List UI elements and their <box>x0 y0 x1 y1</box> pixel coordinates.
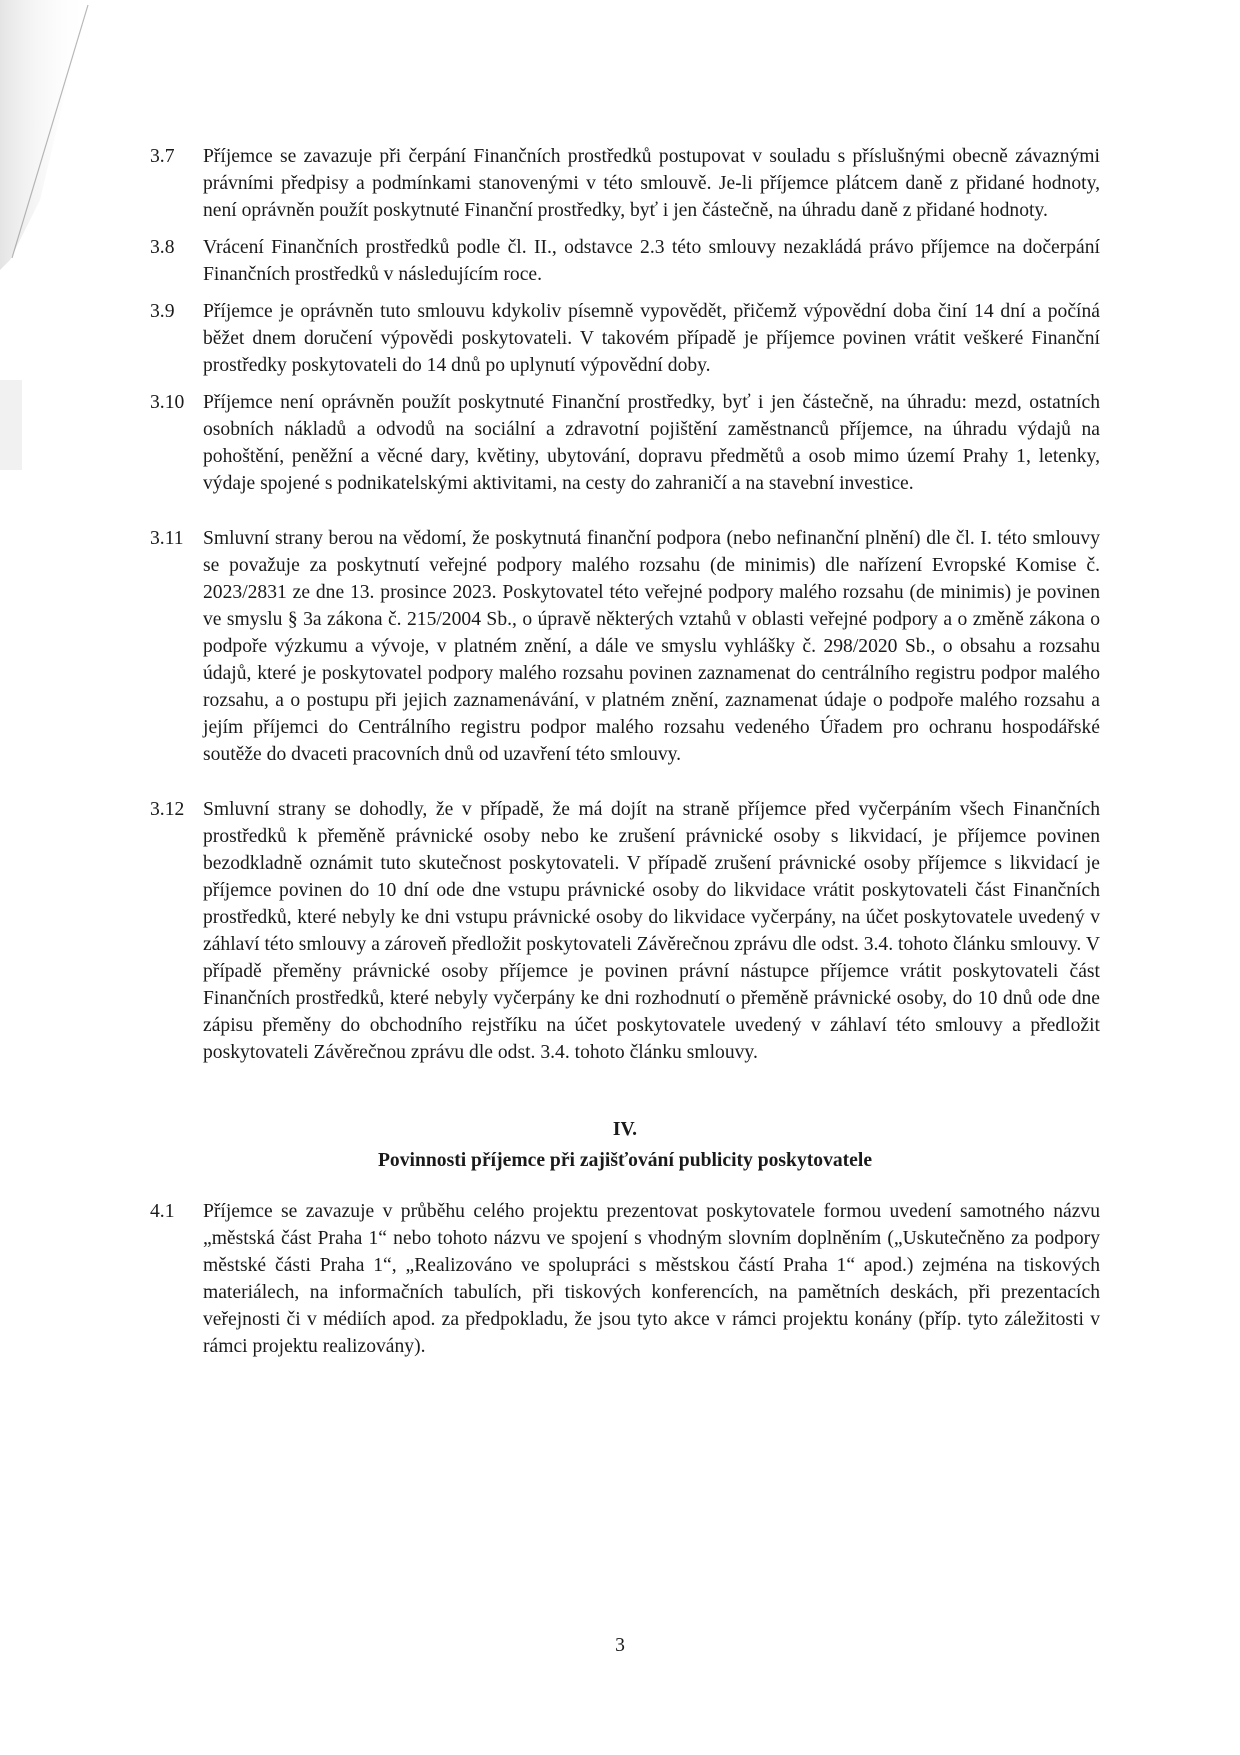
paragraph-number: 3.11 <box>150 528 184 549</box>
paragraph-number: 3.7 <box>150 146 175 167</box>
paragraph-text: Příjemce se zavazuje v průběhu celého projektu prezentovat poskytovatele formou uvedení samotného názvu „městská část Praha 1“ nebo tohoto názvu ve spojení s vhodným slovním doplněním („Uskutečněno za podpory městské části Praha 1“, „Realizováno ve spolupráci s městskou částí Praha 1“ apod.) zejména na tiskových materiálech, na informačních tabulích, při tiskových konferencích, na pamětních deskách, při prezentacích veřejnosti či v médiích apod. za předpokladu, že jsou tyto akce v rámci projektu konány (příp. tyto záležitosti v rámci projektu realizovány). <box>203 1201 1100 1357</box>
section-heading <box>150 1116 1100 1174</box>
paragraph-3-9 <box>150 298 1100 379</box>
paragraph-text: Příjemce je oprávněn tuto smlouvu kdykoliv písemně vypovědět, přičemž výpovědní doba činí 14 dní a počíná běžet dnem doručení výpovědi poskytovateli. V takovém případě je příjemce povinen vrátit veškeré Finanční prostředky poskytovateli do 14 dnů po uplynutí výpovědní doby. <box>203 301 1100 376</box>
page-number: 3 <box>615 1635 625 1656</box>
paragraph-text: Vrácení Finančních prostředků podle čl. II., odstavce 2.3 této smlouvy nezakládá právo příjemce na dočerpání Finančních prostředků v následujícím roce. <box>203 237 1100 285</box>
paragraph-3-8 <box>150 234 1100 288</box>
section-number: IV. <box>612 1119 638 1140</box>
paragraph-3-7 <box>150 143 1100 224</box>
paragraph-3-11 <box>150 525 1100 768</box>
paragraph-3-10 <box>150 389 1100 497</box>
paragraph-4-1 <box>150 1198 1100 1360</box>
paragraph-number: 3.10 <box>150 392 185 413</box>
paragraph-number: 3.12 <box>150 799 185 820</box>
scan-edge-shadow <box>0 0 120 1755</box>
document-body <box>150 143 1100 1370</box>
section-title: Povinnosti příjemce při zajišťování publicity poskytovatele <box>377 1150 873 1171</box>
paragraph-3-12 <box>150 796 1100 1066</box>
paragraph-text: Smluvní strany se dohodly, že v případě, že má dojít na straně příjemce před vyčerpáním všech Finančních prostředků k přeměně právnické osoby nebo ke zrušení právnické osoby s likvidací, je příjemce povinen bezodkladně oznámit tuto skutečnost poskytovateli. V případě zrušení právnické osoby příjemce s likvidací je příjemce povinen do 10 dní ode dne vstupu právnické osoby do likvidace vrátit poskytovateli část Finančních prostředků, které nebyly ke dni vstupu právnické osoby do likvidace vyčerpány, na účet poskytovatele uvedený v záhlaví této smlouvy a zároveň předložit poskytovateli Závěrečnou zprávu dle odst. 3.4. tohoto článku smlouvy. V případě přeměny právnické osoby příjemce je povinen právní nástupce příjemce vrátit poskytovateli část Finančních prostředků, které nebyly vyčerpány ke dni rozhodnutí o přeměně právnické osoby, do 10 dnů ode dne zápisu přeměny do obchodního rejstříku na účet poskytovatele uvedený v záhlaví této smlouvy a předložit poskytovateli Závěrečnou zprávu dle odst. 3.4. tohoto článku smlouvy. <box>203 799 1100 1063</box>
paragraph-text: Příjemce se zavazuje při čerpání Finančních prostředků postupovat v souladu s příslušnými obecně závaznými právními předpisy a podmínkami stanovenými v této smlouvě. Je-li příjemce plátcem daně z přidané hodnoty, není oprávněn použít poskytnuté Finanční prostředky, byť i jen částečně, na úhradu daně z přidané hodnoty. <box>203 146 1100 221</box>
paragraph-text: Smluvní strany berou na vědomí, že poskytnutá finanční podpora (nebo nefinanční plnění) dle čl. I. této smlouvy se považuje za poskytnutí veřejné podpory malého rozsahu (de minimis) dle nařízení Evropské Komise č. 2023/2831 ze dne 13. prosince 2023. Poskytovatel této veřejné podpory malého rozsahu (de minimis) je povinen ve smyslu § 3a zákona č. 215/2004 Sb., o úpravě některých vztahů v oblasti veřejné podpory a o změně zákona o podpoře výzkumu a vývoje, v platném znění, a dále ve smyslu vyhlášky č. 298/2020 Sb., o obsahu a rozsahu údajů, které je poskytovatel podpory malého rozsahu povinen zaznamenat do centrálního registru podpor malého rozsahu, a o postupu při jejich zaznamenávání, v platném znění, zaznamenat údaje o podpoře malého rozsahu a jejím příjemci do Centrálního registru podpor malého rozsahu vedeného Úřadem pro ochranu hospodářské soutěže do dvaceti pracovních dnů od uzavření této smlouvy. <box>203 528 1100 765</box>
paragraph-number: 3.8 <box>150 237 175 258</box>
paragraph-text: Příjemce není oprávněn použít poskytnuté Finanční prostředky, byť i jen částečně, na úhradu: mezd, ostatních osobních nákladů a odvodů na sociální a zdravotní pojištění zaměstnanců příjemce, na úhradu výdajů na pohoštění, peněžní a věcné dary, květiny, ubytování, dopravu předmětů a osob mimo území Prahy 1, letenky, výdaje spojené s podnikatelskými aktivitami, na cesty do zahraničí a na stavební investice. <box>203 392 1100 494</box>
paragraph-number: 3.9 <box>150 301 175 322</box>
paragraph-number: 4.1 <box>150 1201 175 1222</box>
